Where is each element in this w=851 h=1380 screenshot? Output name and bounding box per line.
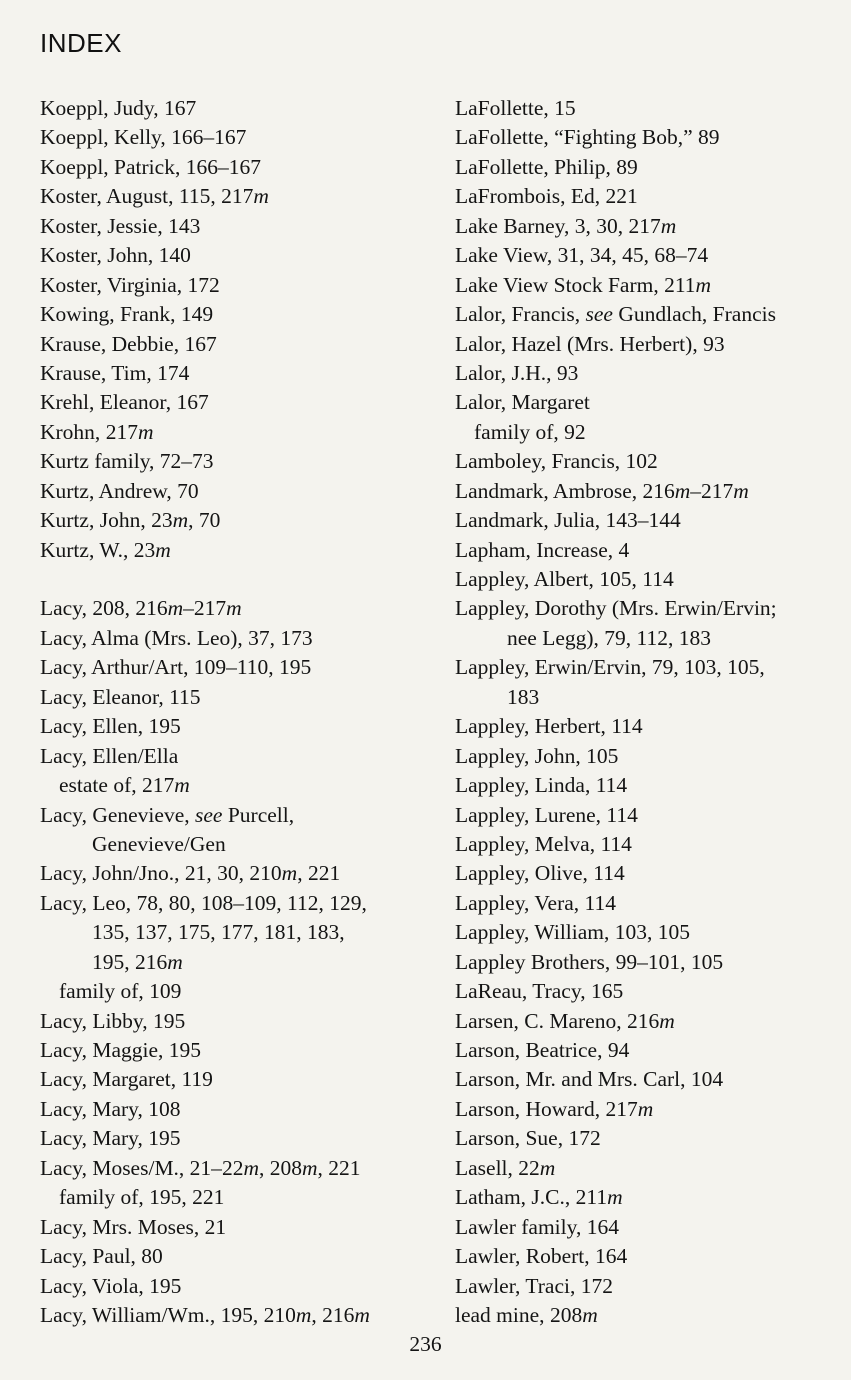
index-entry: family of, 195, 221 <box>59 1185 225 1210</box>
index-entry: Lappley, Melva, 114 <box>455 831 632 856</box>
index-entry: Lawler, Robert, 164 <box>455 1244 628 1269</box>
index-entry: Lacy, Viola, 195 <box>40 1273 182 1298</box>
index-entry: Koster, August, 115, 217m <box>40 184 269 209</box>
index-entry: Lacy, Libby, 195 <box>40 1008 186 1033</box>
index-entry: Landmark, Ambrose, 216m–217m <box>455 478 749 503</box>
index-entry: estate of, 217m <box>59 773 190 798</box>
index-entry: Koster, Jessie, 143 <box>40 213 201 238</box>
index-entry: Larson, Sue, 172 <box>455 1126 601 1151</box>
index-entry: Krause, Debbie, 167 <box>40 331 217 356</box>
index-entry: Koster, John, 140 <box>40 243 191 268</box>
index-entry: Lasell, 22m <box>455 1155 556 1180</box>
index-entry: Krehl, Eleanor, 167 <box>40 390 209 415</box>
index-entry: Lacy, Ellen/Ella <box>40 743 179 768</box>
index-entry: Lappley, William, 103, 105 <box>455 920 690 945</box>
index-entry: Koeppl, Kelly, 166–167 <box>40 125 247 150</box>
index-entry: Lalor, Francis, see Gundlach, Francis <box>455 302 776 327</box>
index-entry: LaReau, Tracy, 165 <box>455 979 624 1004</box>
index-entry: Lappley, Vera, 114 <box>455 890 616 915</box>
index-entry: Krause, Tim, 174 <box>40 360 190 385</box>
index-entry: Lacy, Margaret, 119 <box>40 1067 213 1092</box>
index-entry: Lappley, Lurene, 114 <box>455 802 638 827</box>
index-entry: Koeppl, Judy, 167 <box>40 96 197 120</box>
index-entry: Lake View Stock Farm, 211m <box>455 272 712 297</box>
index-entry: 135, 137, 175, 177, 181, 183, <box>92 920 345 945</box>
index-entry: Lacy, Paul, 80 <box>40 1244 163 1269</box>
index-entry: Lamboley, Francis, 102 <box>455 449 658 474</box>
index-entry: Larsen, C. Mareno, 216m <box>455 1008 675 1033</box>
index-entry: Kurtz, John, 23m, 70 <box>40 508 221 533</box>
index-entry: Koeppl, Patrick, 166–167 <box>40 154 261 179</box>
index-entry: LaFollette, “Fighting Bob,” 89 <box>455 125 720 150</box>
index-entry: Lalor, Hazel (Mrs. Herbert), 93 <box>455 331 725 356</box>
page-title: INDEX <box>40 28 122 58</box>
index-entry: Lacy, William/Wm., 195, 210m, 216m <box>40 1302 370 1327</box>
index-entry: Lacy, Alma (Mrs. Leo), 37, 173 <box>40 625 313 650</box>
index-entry: Lacy, 208, 216m–217m <box>40 596 242 621</box>
index-entry: 195, 216m <box>92 949 183 974</box>
index-entry: Lacy, Maggie, 195 <box>40 1038 201 1062</box>
index-entry: Lacy, John/Jno., 21, 30, 210m, 221 <box>40 861 341 886</box>
index-entry: Lawler, Traci, 172 <box>455 1273 613 1298</box>
index-entry: Lacy, Mrs. Moses, 21 <box>40 1214 227 1239</box>
index-entry: Lapham, Increase, 4 <box>455 537 630 562</box>
index-entry: Lawler family, 164 <box>455 1214 619 1239</box>
index-entry: family of, 109 <box>59 979 182 1004</box>
index-entry: Lappley, John, 105 <box>455 743 619 768</box>
index-entry: Lappley, Erwin/Ervin, 79, 103, 105, <box>455 655 765 680</box>
index-entry: Lake View, 31, 34, 45, 68–74 <box>455 243 709 268</box>
index-entry: Larson, Howard, 217m <box>455 1096 654 1121</box>
index-entry: Lacy, Moses/M., 21–22m, 208m, 221 <box>40 1155 361 1180</box>
index-entry: family of, 92 <box>474 419 586 444</box>
index-entry: Genevieve/Gen <box>92 831 226 856</box>
index-entry: Lacy, Mary, 195 <box>40 1126 181 1151</box>
index-entry: Kurtz, Andrew, 70 <box>40 478 199 503</box>
index-entry: Lacy, Mary, 108 <box>40 1096 181 1121</box>
index-entry: Lalor, J.H., 93 <box>455 360 579 385</box>
index-column-left <box>40 94 440 1330</box>
index-entry: Krohn, 217m <box>40 419 154 444</box>
index-entry: Lappley Brothers, 99–101, 105 <box>455 949 724 974</box>
index-entry: Lacy, Ellen, 195 <box>40 714 181 739</box>
index-entry: Lappley, Herbert, 114 <box>455 714 643 739</box>
index-entry: LaFollette, Philip, 89 <box>455 154 638 179</box>
index-entry: Landmark, Julia, 143–144 <box>455 508 681 533</box>
index-entry: Lacy, Genevieve, see Purcell, <box>40 802 295 827</box>
index-entry: LaFrombois, Ed, 221 <box>455 184 638 209</box>
index-entry: Lappley, Dorothy (Mrs. Erwin/Ervin; <box>455 596 777 621</box>
section-gap <box>40 565 440 594</box>
index-entry: Lacy, Arthur/Art, 109–110, 195 <box>40 655 312 680</box>
index-entry: 183 <box>507 684 540 709</box>
index-entry: Lalor, Margaret <box>455 390 590 415</box>
index-entry: Lappley, Linda, 114 <box>455 773 628 798</box>
index-entry: Larson, Beatrice, 94 <box>455 1038 630 1062</box>
index-entry: Latham, J.C., 211m <box>455 1185 623 1210</box>
index-entry: Kurtz, W., 23m <box>40 537 171 562</box>
index-entry: Lacy, Eleanor, 115 <box>40 684 201 709</box>
page-number: 236 <box>409 1332 442 1356</box>
index-entry: Lake Barney, 3, 30, 217m <box>455 213 677 238</box>
index-entry: nee Legg), 79, 112, 183 <box>507 625 711 650</box>
index-entry: Kowing, Frank, 149 <box>40 302 214 327</box>
index-entry: lead mine, 208m <box>455 1302 598 1327</box>
index-entry: Lappley, Albert, 105, 114 <box>455 567 674 591</box>
index-entry: Koster, Virginia, 172 <box>40 272 220 297</box>
index-column-right <box>455 94 847 1330</box>
index-entry: Lappley, Olive, 114 <box>455 861 625 886</box>
index-entry: Lacy, Leo, 78, 80, 108–109, 112, 129, <box>40 890 367 915</box>
index-entry: LaFollette, 15 <box>455 96 576 120</box>
index-entry: Kurtz family, 72–73 <box>40 449 214 474</box>
index-entry: Larson, Mr. and Mrs. Carl, 104 <box>455 1067 724 1092</box>
